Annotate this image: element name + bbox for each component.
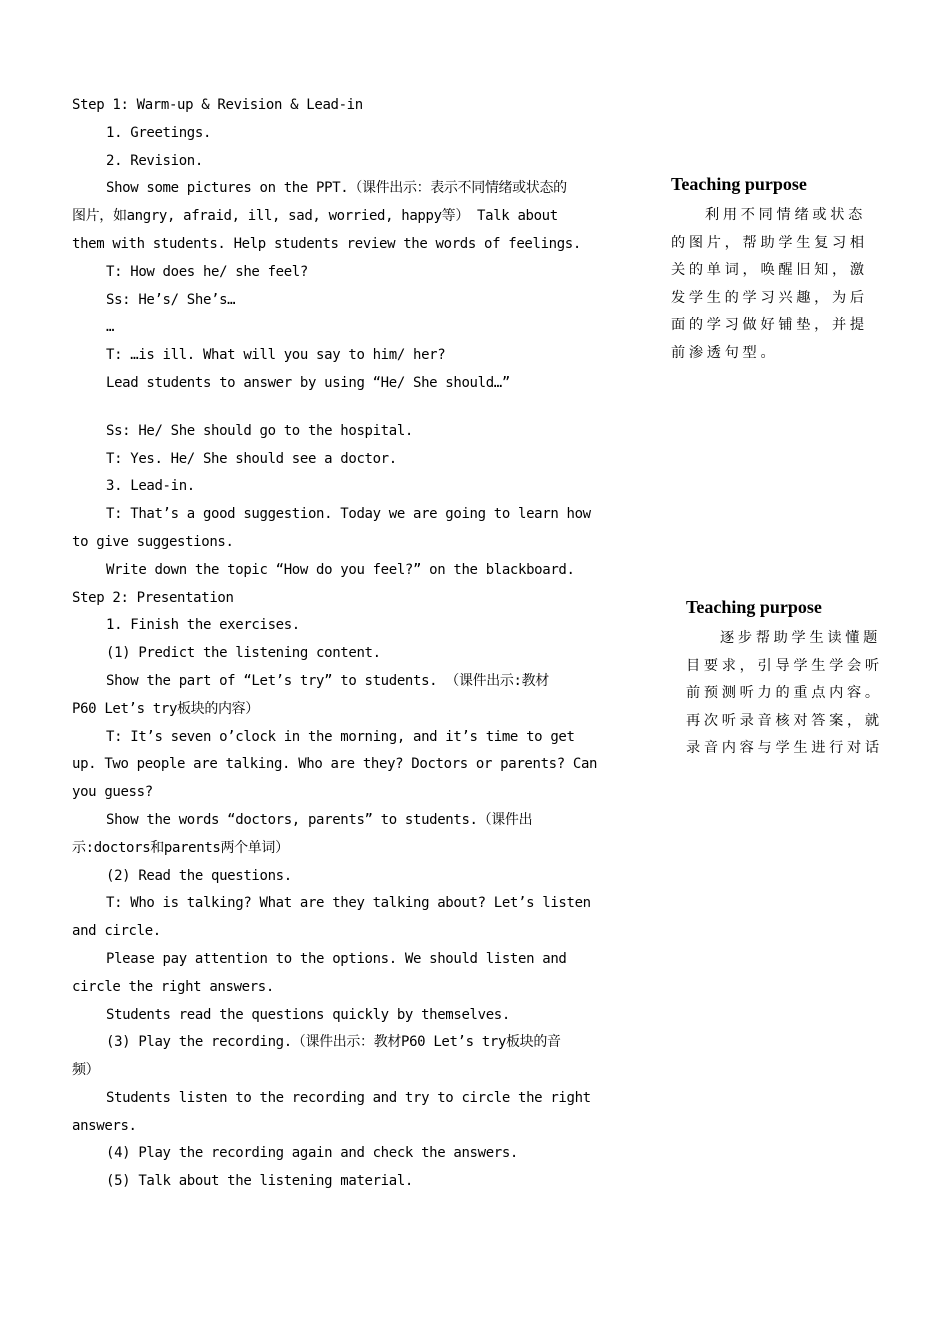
text-line: 2. Revision.	[106, 152, 203, 169]
sidebar-line: 录音内容与学生进行对话	[686, 740, 883, 755]
sidebar-line: 再次听录音核对答案，就	[686, 712, 883, 729]
sidebar-line: 面的学习做好铺垫，并提	[671, 317, 868, 334]
text-line: (1) Predict the listening content.	[106, 645, 381, 662]
text-line: circle the right answers.	[72, 978, 274, 995]
text-line: Please pay attention to the options. We should listen and	[106, 950, 567, 967]
text-line: …	[106, 319, 115, 336]
sidebar-line: 的图片，帮助学生复习相	[671, 234, 868, 251]
lesson-plan-body	[72, 92, 627, 1196]
text-line: (4) Play the recording again and check the answers.	[106, 1145, 519, 1162]
text-line: T: How does he/ she feel?	[106, 263, 308, 280]
text-line: Show the words “doctors, parents” to students.（课件出	[106, 811, 533, 828]
text-line: 1. Greetings.	[106, 124, 212, 141]
text-line: (5) Talk about the listening material.	[106, 1173, 413, 1190]
text-line: 频）	[72, 1062, 100, 1079]
text-line: Show the part of “Let’s try” to students. （课件出示:教材	[106, 672, 549, 689]
text-line: 图片，如angry, afraid, ill, sad, worried, happy等） Talk about	[72, 208, 558, 225]
sidebar-line: 关的单词，唤醒旧知，激	[671, 262, 868, 279]
text-line: Ss: He/ She should go to the hospital.	[106, 422, 413, 439]
text-line: them with students. Help students review the words of feelings.	[72, 235, 581, 252]
text-line: (2) Read the questions.	[106, 867, 292, 884]
sidebar-line: 目要求，引导学生学会听	[686, 657, 883, 674]
text-line: Ss: He’s/ She’s…	[106, 291, 236, 308]
text-line: 3. Lead-in.	[106, 478, 195, 495]
text-line: you guess?	[72, 784, 153, 801]
teaching-purpose-text-1	[671, 202, 881, 368]
text-line: answers.	[72, 1117, 137, 1134]
text-line: T: That’s a good suggestion. Today we are going to learn how	[106, 506, 591, 523]
teaching-purpose-title-1: Teaching purpose	[671, 174, 807, 194]
sidebar-line: 发学生的学习兴趣，为后	[671, 289, 868, 306]
sidebar-line: 逐步帮助学生读懂题	[720, 630, 881, 646]
text-line: T: Who is talking? What are they talking about? Let’s listen	[106, 895, 591, 912]
text-line: and circle.	[72, 923, 161, 940]
text-line: Lead students to answer by using “He/ She should…”	[106, 374, 510, 391]
teaching-purpose-text-2	[686, 625, 896, 755]
step-heading: Step 1: Warm-up & Revision & Lead-in	[72, 97, 363, 113]
text-line: up. Two people are talking. Who are they? Doctors or parents? Can	[72, 756, 598, 773]
text-line: to give suggestions.	[72, 533, 234, 550]
text-line: Write down the topic “How do you feel?” on the blackboard.	[106, 561, 575, 578]
text-line: T: It’s seven o’clock in the morning, and it’s time to get	[106, 728, 575, 745]
text-line: Students read the questions quickly by themselves.	[106, 1006, 510, 1023]
sidebar-line: 利用不同情绪或状态	[705, 207, 866, 223]
sidebar-line: 前预测听力的重点内容。	[686, 685, 883, 702]
text-line: 1. Finish the exercises.	[106, 617, 300, 634]
text-line: T: …is ill. What will you say to him/ her?	[106, 347, 446, 364]
text-line: (3) Play the recording.（课件出示：教材P60 Let’s try板块的音	[106, 1034, 561, 1051]
text-line: P60 Let’s try板块的内容）	[72, 700, 259, 717]
sidebar-line: 前渗透句型。	[671, 344, 779, 361]
text-line: Show some pictures on the PPT.（课件出示：表示不同情绪或状态的	[106, 180, 567, 197]
text-line: T: Yes. He/ She should see a doctor.	[106, 450, 397, 467]
step-heading: Step 2: Presentation	[72, 589, 234, 606]
teaching-purpose-title-2: Teaching purpose	[686, 597, 822, 617]
paragraph-gap	[72, 398, 627, 418]
text-line: 示:doctors和parents两个单词）	[72, 839, 289, 856]
text-line: Students listen to the recording and try to circle the right	[106, 1089, 591, 1106]
